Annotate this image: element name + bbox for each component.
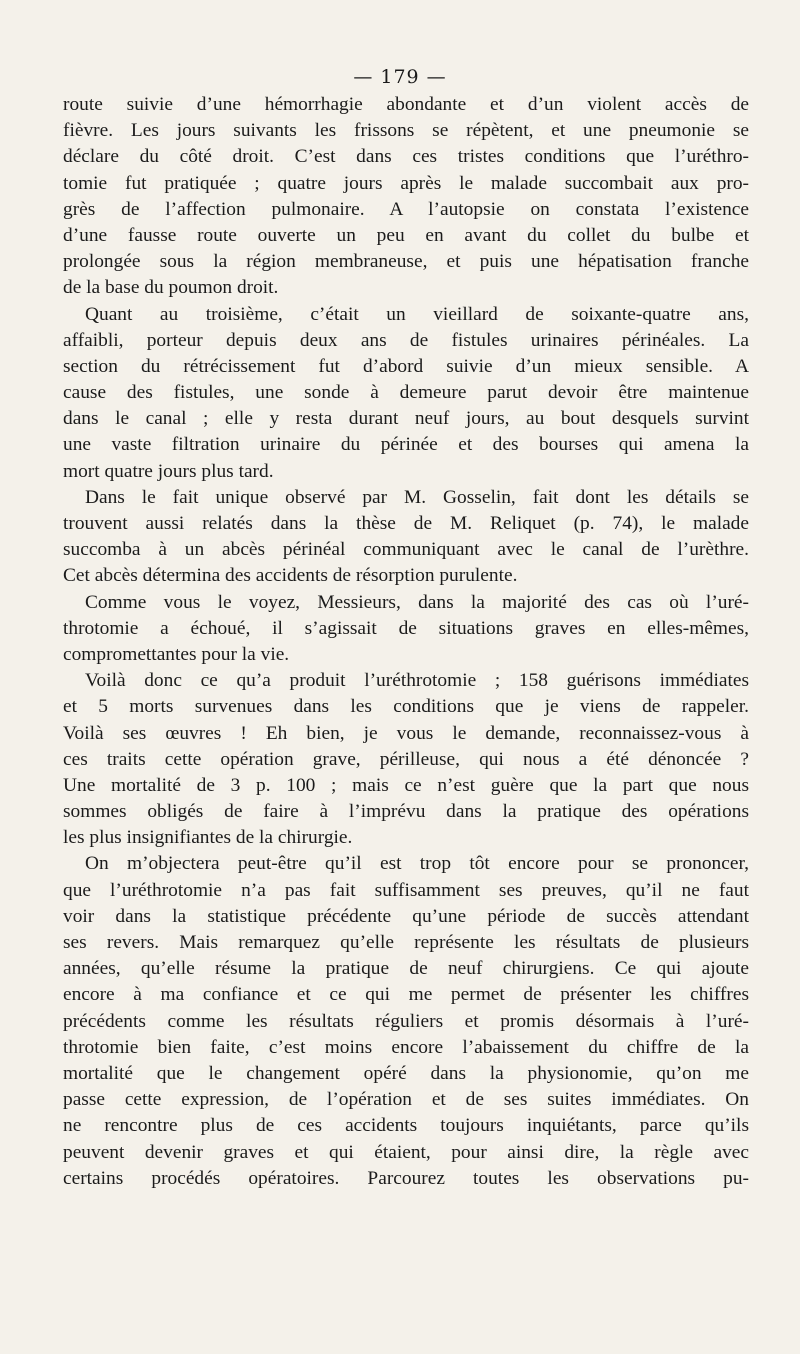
paragraph xyxy=(63,668,749,851)
text-line: Voilà ses œuvres ! Eh bien, je vous le demande, reconnaissez-vous à xyxy=(63,722,749,744)
text-line: mortalité que le changement opéré dans la physionomie, qu’on me xyxy=(63,1062,749,1084)
paragraph xyxy=(63,302,749,485)
text-line: route suivie d’une hémorrhagie abondante et d’un violent accès de xyxy=(63,94,749,115)
text-line: d’une fausse route ouverte un peu en avant du collet du bulbe et xyxy=(63,224,749,246)
text-line: précédents comme les résultats réguliers et promis désormais à l’uré- xyxy=(63,1010,749,1032)
text-line: Dans le fait unique observé par M. Gosselin, fait dont les détails se xyxy=(85,486,749,508)
page-number: — 179 — xyxy=(353,66,447,88)
text-line: affaibli, porteur depuis deux ans de fistules urinaires périnéales. La xyxy=(63,329,749,351)
text-line: dans le canal ; elle y resta durant neuf jours, au bout desquels survint xyxy=(63,408,749,430)
text-line: déclare du côté droit. C’est dans ces tristes conditions que l’uréthro- xyxy=(63,146,749,168)
text-line: passe cette expression, de l’opération et de ses suites immédiates. On xyxy=(63,1089,749,1111)
text-line: voir dans la statistique précédente qu’une période de succès attendant xyxy=(63,905,749,927)
text-line: Voilà donc ce qu’a produit l’uréthrotomie ; 158 guérisons immédiates xyxy=(85,670,749,692)
text-line: une vaste filtration urinaire du périnée et des bourses qui amena la xyxy=(63,434,749,456)
text-line: Quant au troisième, c’était un vieillard de soixante-quatre ans, xyxy=(85,303,749,325)
text-line: throtomie a échoué, il s’agissait de situations graves en elles-mêmes, xyxy=(63,617,749,639)
text-line: section du rétrécissement fut d’abord suivie d’un mieux sensible. A xyxy=(63,355,749,377)
body-text xyxy=(63,92,749,1192)
text-line: ne rencontre plus de ces accidents toujours inquiétants, parce qu’ils xyxy=(63,1115,749,1137)
paragraph xyxy=(63,485,749,590)
text-line: sommes obligés de faire à l’imprévu dans la pratique des opérations xyxy=(63,801,749,823)
text-line: grès de l’affection pulmonaire. A l’autopsie on constata l’existence xyxy=(63,198,749,220)
text-line: peuvent devenir graves et qui étaient, pour ainsi dire, la règle avec xyxy=(63,1141,749,1163)
text-line: les plus insignifiantes de la chirurgie. xyxy=(63,827,353,849)
text-line: que l’uréthrotomie n’a pas fait suffisamment ses preuves, qu’il ne faut xyxy=(63,879,749,901)
text-line: Cet abcès détermina des accidents de résorption purulente. xyxy=(63,565,518,587)
text-line: encore à ma confiance et ce qui me permet de présenter les chiffres xyxy=(63,984,749,1006)
text-line: ses revers. Mais remarquez qu’elle représente les résultats de plusieurs xyxy=(63,932,749,953)
paragraph xyxy=(63,590,749,669)
paragraph xyxy=(63,92,749,302)
text-line: prolongée sous la région membraneuse, et puis une hépatisation franche xyxy=(63,251,749,273)
text-line: ces traits cette opération grave, périlleuse, qui nous a été dénoncée ? xyxy=(63,748,749,770)
text-line: compromettantes pour la vie. xyxy=(63,643,290,665)
text-line: et 5 morts survenues dans les conditions que je viens de rappeler. xyxy=(63,696,749,718)
text-line: années, qu’elle résume la pratique de neuf chirurgiens. Ce qui ajoute xyxy=(63,958,749,980)
text-line: cause des fistules, une sonde à demeure parut devoir être maintenue xyxy=(63,382,749,404)
text-line: fièvre. Les jours suivants les frissons se répètent, et une pneumonie se xyxy=(63,120,749,142)
text-line: throtomie bien faite, c’est moins encore l’abaissement du chiffre de la xyxy=(63,1036,749,1058)
text-line: de la base du poumon droit. xyxy=(63,277,279,299)
text-line: succomba à un abcès périnéal communiquant avec le canal de l’urèthre. xyxy=(63,539,749,561)
text-line: certains procédés opératoires. Parcourez toutes les observations pu- xyxy=(63,1167,749,1189)
text-line: mort quatre jours plus tard. xyxy=(63,460,274,482)
paragraph xyxy=(63,851,749,1191)
text-line: trouvent aussi relatés dans la thèse de M. Reliquet (p. 74), le malade xyxy=(63,513,749,534)
text-line: On m’objectera peut-être qu’il est trop tôt encore pour se prononcer, xyxy=(85,853,749,875)
text-line: tomie fut pratiquée ; quatre jours après le malade succombait aux pro- xyxy=(63,172,749,194)
text-line: Une mortalité de 3 p. 100 ; mais ce n’est guère que la part que nous xyxy=(63,774,749,796)
text-line: Comme vous le voyez, Messieurs, dans la majorité des cas où l’uré- xyxy=(85,591,749,613)
